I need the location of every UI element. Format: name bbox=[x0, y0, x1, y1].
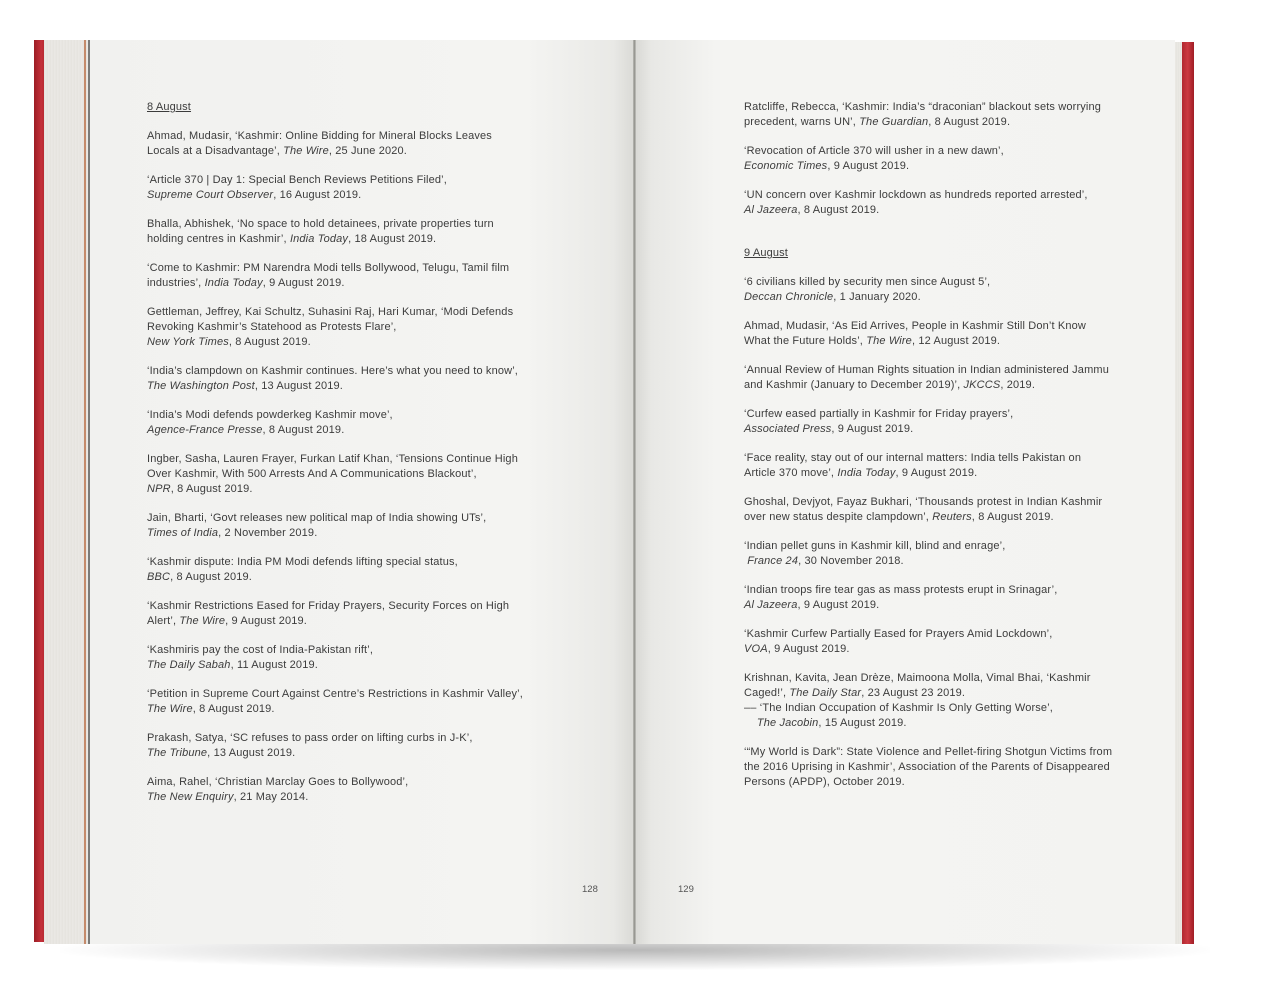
bibliography-entry bbox=[744, 319, 1124, 349]
entry-text: over new status despite clampdown’, bbox=[744, 511, 933, 523]
publication-title: New York Times bbox=[147, 336, 229, 348]
entry-line bbox=[147, 188, 537, 203]
entry-date: , 9 August 2019. bbox=[262, 277, 345, 289]
entry-text: –– ‘The Indian Occupation of Kashmir Is Only Getting Worse’, bbox=[744, 702, 1053, 714]
entry-line bbox=[744, 539, 1124, 554]
entry-text: Alert’, bbox=[147, 615, 180, 627]
bibliography-entry bbox=[744, 583, 1124, 613]
entry-line bbox=[744, 378, 1124, 393]
entry-line bbox=[744, 775, 1124, 790]
publication-title: Economic Times bbox=[744, 160, 828, 172]
entry-line bbox=[147, 526, 537, 541]
entry-text: ‘“My World is Dark”: State Violence and Pellet-firing Shotgun Victims from bbox=[744, 746, 1113, 758]
publication-title: The Washington Post bbox=[147, 380, 255, 392]
entry-text: Aima, Rahel, ‘Christian Marclay Goes to Bollywood’, bbox=[147, 776, 409, 788]
entry-text: Jain, Bharti, ‘Govt releases new political map of India showing UTs’, bbox=[147, 512, 487, 524]
entry-date: , 9 August 2019. bbox=[767, 643, 850, 655]
entry-line bbox=[744, 422, 1124, 437]
entry-date: , 8 August 2019. bbox=[170, 483, 253, 495]
entry-line bbox=[147, 217, 537, 232]
bibliography-entry bbox=[147, 452, 537, 497]
entry-text: ‘Face reality, stay out of our internal matters: India tells Pakistan on bbox=[744, 452, 1082, 464]
entry-text: Revoking Kashmir’s Statehood as Protests Flare’, bbox=[147, 321, 397, 333]
bibliography-entry bbox=[147, 364, 537, 394]
entry-text: Over Kashmir, With 500 Arrests And A Communications Blackout’, bbox=[147, 468, 477, 480]
bibliography-entry bbox=[147, 599, 537, 629]
bibliography-entry bbox=[744, 745, 1124, 790]
bibliography-entry bbox=[147, 731, 537, 761]
publication-title: The Guardian bbox=[859, 116, 929, 128]
page-number-left: 128 bbox=[582, 884, 598, 895]
publication-title: The New Enquiry bbox=[147, 791, 234, 803]
bibliography-entry bbox=[147, 687, 537, 717]
entry-date: , 8 August 2019. bbox=[170, 571, 252, 583]
entry-line bbox=[147, 614, 537, 629]
entry-line bbox=[744, 760, 1124, 775]
entry-text: Ratcliffe, Rebecca, ‘Kashmir: India’s “draconian” blackout sets worrying bbox=[744, 101, 1102, 113]
entry-text: precedent, warns UN’, bbox=[744, 116, 860, 128]
entry-line bbox=[147, 261, 537, 276]
entry-line bbox=[147, 320, 537, 335]
publication-title: The Wire bbox=[283, 145, 329, 157]
entry-line bbox=[147, 570, 537, 585]
entry-date: , 9 August 2019. bbox=[225, 615, 308, 627]
entry-line bbox=[744, 100, 1124, 115]
entry-date: , 2 November 2019. bbox=[218, 527, 318, 539]
entry-text: ‘Indian pellet guns in Kashmir kill, blind and enrage’, bbox=[744, 540, 1006, 552]
entry-date: , 8 August 2019. bbox=[192, 703, 275, 715]
bibliography-entry bbox=[147, 261, 537, 291]
entry-date: , 13 August 2019. bbox=[254, 380, 344, 392]
entry-text bbox=[744, 717, 757, 729]
bibliography-entry bbox=[147, 408, 537, 438]
entry-line bbox=[147, 790, 537, 805]
entry-line bbox=[147, 423, 537, 438]
entry-text: Persons (APDP), October 2019. bbox=[744, 776, 905, 788]
entry-line bbox=[147, 379, 537, 394]
entry-text: ‘Indian troops fire tear gas as mass protests erupt in Srinagar’, bbox=[744, 584, 1058, 596]
bibliography-entry bbox=[147, 775, 537, 805]
publication-title: India Today bbox=[204, 277, 263, 289]
publication-title: JKCCS bbox=[963, 379, 1001, 391]
publication-title: BBC bbox=[147, 571, 171, 583]
entry-text: ‘Kashmir dispute: India PM Modi defends lifting special status, bbox=[147, 556, 458, 568]
entry-line bbox=[147, 364, 537, 379]
entry-line bbox=[147, 702, 537, 717]
entry-line bbox=[744, 745, 1124, 760]
entry-line bbox=[744, 144, 1124, 159]
entry-line bbox=[744, 686, 1124, 701]
section-heading-9-august: 9 August bbox=[744, 247, 789, 259]
bibliography-entry bbox=[147, 643, 537, 673]
entry-date: , 25 June 2020. bbox=[328, 145, 407, 157]
entry-line bbox=[147, 643, 537, 658]
publication-title: The Wire bbox=[147, 703, 193, 715]
entry-date: , 9 August 2019. bbox=[827, 160, 910, 172]
entry-text: Article 370 move’, bbox=[744, 467, 838, 479]
entry-text: Locals at a Disadvantage’, bbox=[147, 145, 284, 157]
entry-text: Ingber, Sasha, Lauren Frayer, Furkan Latif Khan, ‘Tensions Continue High bbox=[147, 453, 518, 465]
publication-title: The Daily Star bbox=[789, 687, 862, 699]
entry-line bbox=[147, 173, 537, 188]
entry-line bbox=[147, 232, 537, 247]
entry-date: , 8 August 2019. bbox=[797, 204, 880, 216]
entry-line bbox=[147, 687, 537, 702]
entry-date: , 30 November 2018. bbox=[798, 555, 904, 567]
entry-text: ‘Article 370 | Day 1: Special Bench Reviews Petitions Filed’, bbox=[147, 174, 447, 186]
entry-line bbox=[744, 701, 1124, 716]
entry-date: , 11 August 2019. bbox=[230, 659, 318, 671]
right-cover-edge bbox=[1180, 42, 1194, 944]
right-bibliography-continued bbox=[744, 100, 1124, 218]
bibliography-entry bbox=[147, 173, 537, 203]
entry-line bbox=[744, 510, 1124, 525]
entry-text: holding centres in Kashmir’, bbox=[147, 233, 290, 245]
entry-text: ‘Kashmir Curfew Partially Eased for Prayers Amid Lockdown’, bbox=[744, 628, 1053, 640]
right-bibliography-list bbox=[744, 275, 1124, 790]
entry-line bbox=[744, 115, 1124, 130]
publication-title: The Jacobin bbox=[756, 717, 819, 729]
entry-date: , 15 August 2019. bbox=[818, 717, 907, 729]
publication-title: VOA bbox=[744, 643, 768, 655]
right-page-text bbox=[744, 100, 1124, 790]
entry-text: the 2016 Uprising in Kashmir’, Association of the Parents of Disappeared bbox=[744, 761, 1110, 773]
entry-date: , 9 August 2019. bbox=[797, 599, 880, 611]
entry-date: , 8 August 2019. bbox=[228, 336, 311, 348]
entry-date: , 8 August 2019. bbox=[971, 511, 1054, 523]
entry-text: ‘Annual Review of Human Rights situation in Indian administered Jammu bbox=[744, 364, 1109, 376]
entry-line bbox=[147, 555, 537, 570]
left-page-text bbox=[147, 100, 537, 805]
entry-date: , 13 August 2019. bbox=[207, 747, 296, 759]
entry-line bbox=[147, 658, 537, 673]
bibliography-entry bbox=[147, 217, 537, 247]
entry-date: , 2019. bbox=[1000, 379, 1036, 391]
entry-date: , 8 August 2019. bbox=[262, 424, 345, 436]
entry-date: , 21 May 2014. bbox=[233, 791, 309, 803]
bibliography-entry bbox=[147, 129, 537, 159]
entry-text: Prakash, Satya, ‘SC refuses to pass order on lifting curbs in J-K’, bbox=[147, 732, 473, 744]
bibliography-entry bbox=[147, 305, 537, 350]
bibliography-entry bbox=[744, 100, 1124, 130]
left-bibliography-list bbox=[147, 129, 537, 805]
entry-line bbox=[147, 335, 537, 350]
bibliography-entry bbox=[744, 275, 1124, 305]
entry-text: ‘India’s clampdown on Kashmir continues. Here’s what you need to know’, bbox=[147, 365, 518, 377]
publication-title: India Today bbox=[837, 467, 896, 479]
entry-line bbox=[744, 716, 1124, 731]
entry-line bbox=[744, 451, 1124, 466]
publication-title: The Tribune bbox=[147, 747, 208, 759]
bibliography-entry bbox=[147, 555, 537, 585]
entry-date: , 9 August 2019. bbox=[895, 467, 978, 479]
entry-date: , 16 August 2019. bbox=[273, 189, 362, 201]
entry-line bbox=[744, 319, 1124, 334]
entry-text: ‘6 civilians killed by security men since August 5’, bbox=[744, 276, 991, 288]
publication-title: India Today bbox=[289, 233, 349, 245]
publication-title: The Daily Sabah bbox=[147, 659, 231, 671]
publication-title: France 24 bbox=[747, 555, 799, 567]
entry-line bbox=[744, 407, 1124, 422]
entry-text: and Kashmir (January to December 2019)’, bbox=[744, 379, 964, 391]
entry-text: Caged!’, bbox=[744, 687, 790, 699]
entry-text: ‘Petition in Supreme Court Against Centre’s Restrictions in Kashmir Valley’, bbox=[147, 688, 523, 700]
bibliography-entry bbox=[744, 407, 1124, 437]
entry-date: , 18 August 2019. bbox=[348, 233, 437, 245]
entry-date: , 9 August 2019. bbox=[831, 423, 914, 435]
entry-line bbox=[147, 305, 537, 320]
entry-line bbox=[147, 452, 537, 467]
section-heading-8-august: 8 August bbox=[147, 101, 192, 113]
left-edge-accent bbox=[84, 40, 86, 944]
entry-line bbox=[147, 511, 537, 526]
entry-line bbox=[744, 275, 1124, 290]
publication-title: Agence-France Presse bbox=[147, 424, 263, 436]
entry-text: industries’, bbox=[147, 277, 205, 289]
entry-line bbox=[744, 671, 1124, 686]
entry-date: , 23 August 23 2019. bbox=[861, 687, 966, 699]
entry-line bbox=[147, 144, 537, 159]
entry-line bbox=[147, 482, 537, 497]
entry-line bbox=[147, 775, 537, 790]
entry-date: , 12 August 2019. bbox=[911, 335, 1001, 347]
publication-title: Deccan Chronicle bbox=[744, 291, 834, 303]
entry-line bbox=[744, 466, 1124, 481]
entry-line bbox=[744, 334, 1124, 349]
publication-title: Reuters bbox=[932, 511, 972, 523]
publication-title: Al Jazeera bbox=[744, 204, 798, 216]
entry-text: Bhalla, Abhishek, ‘No space to hold detainees, private properties turn bbox=[147, 218, 494, 230]
entry-line bbox=[744, 554, 1124, 569]
entry-date: , 8 August 2019. bbox=[928, 116, 1011, 128]
entry-line bbox=[147, 408, 537, 423]
entry-text: Ahmad, Mudasir, ‘As Eid Arrives, People in Kashmir Still Don’t Know bbox=[744, 320, 1087, 332]
publication-title: Associated Press bbox=[744, 423, 832, 435]
entry-line bbox=[147, 129, 537, 144]
publication-title: The Wire bbox=[866, 335, 912, 347]
entry-text: Ahmad, Mudasir, ‘Kashmir: Online Bidding for Mineral Blocks Leaves bbox=[147, 130, 492, 142]
entry-line bbox=[744, 290, 1124, 305]
entry-line bbox=[744, 363, 1124, 378]
publication-title: Al Jazeera bbox=[744, 599, 798, 611]
entry-line bbox=[147, 599, 537, 614]
entry-line bbox=[744, 583, 1124, 598]
bibliography-entry bbox=[744, 627, 1124, 657]
entry-text: ‘Kashmir Restrictions Eased for Friday Prayers, Security Forces on High bbox=[147, 600, 510, 612]
publication-title: Times of India bbox=[147, 527, 219, 539]
entry-line bbox=[744, 203, 1124, 218]
entry-text: ‘Come to Kashmir: PM Narendra Modi tells Bollywood, Telugu, Tamil film bbox=[147, 262, 510, 274]
book-gutter bbox=[633, 40, 636, 944]
entry-line bbox=[744, 159, 1124, 174]
entry-line bbox=[744, 642, 1124, 657]
entry-text: Gettleman, Jeffrey, Kai Schultz, Suhasini Raj, Hari Kumar, ‘Modi Defends bbox=[147, 306, 514, 318]
bibliography-entry bbox=[147, 511, 537, 541]
publication-title: Supreme Court Observer bbox=[147, 189, 274, 201]
entry-text: Ghoshal, Devjyot, Fayaz Bukhari, ‘Thousands protest in Indian Kashmir bbox=[744, 496, 1103, 508]
entry-date: , 1 January 2020. bbox=[833, 291, 921, 303]
bibliography-entry bbox=[744, 188, 1124, 218]
entry-text: What the Future Holds’, bbox=[744, 335, 867, 347]
entry-line bbox=[147, 731, 537, 746]
entry-line bbox=[147, 467, 537, 482]
bibliography-entry bbox=[744, 671, 1124, 731]
entry-line bbox=[744, 598, 1124, 613]
entry-text: ‘Revocation of Article 370 will usher in a new dawn’, bbox=[744, 145, 1004, 157]
entry-text: ‘Kashmiris pay the cost of India-Pakistan rift’, bbox=[147, 644, 374, 656]
entry-text: ‘India’s Modi defends powderkeg Kashmir move’, bbox=[147, 409, 393, 421]
entry-line bbox=[744, 495, 1124, 510]
entry-text: ‘Curfew eased partially in Kashmir for Friday prayers’, bbox=[744, 408, 1014, 420]
bibliography-entry bbox=[744, 363, 1124, 393]
entry-line bbox=[744, 627, 1124, 642]
bibliography-entry bbox=[744, 539, 1124, 569]
bibliography-entry bbox=[744, 144, 1124, 174]
publication-title: NPR bbox=[147, 483, 171, 495]
bibliography-entry bbox=[744, 495, 1124, 525]
entry-line bbox=[147, 276, 537, 291]
page-number-right: 129 bbox=[678, 884, 694, 895]
publication-title: The Wire bbox=[179, 615, 226, 627]
entry-line bbox=[147, 746, 537, 761]
entry-line bbox=[744, 188, 1124, 203]
entry-text: Krishnan, Kavita, Jean Drèze, Maimoona Molla, Vimal Bhai, ‘Kashmir bbox=[744, 672, 1091, 684]
entry-text: ‘UN concern over Kashmir lockdown as hundreds reported arrested’, bbox=[744, 189, 1088, 201]
bibliography-entry bbox=[744, 451, 1124, 481]
